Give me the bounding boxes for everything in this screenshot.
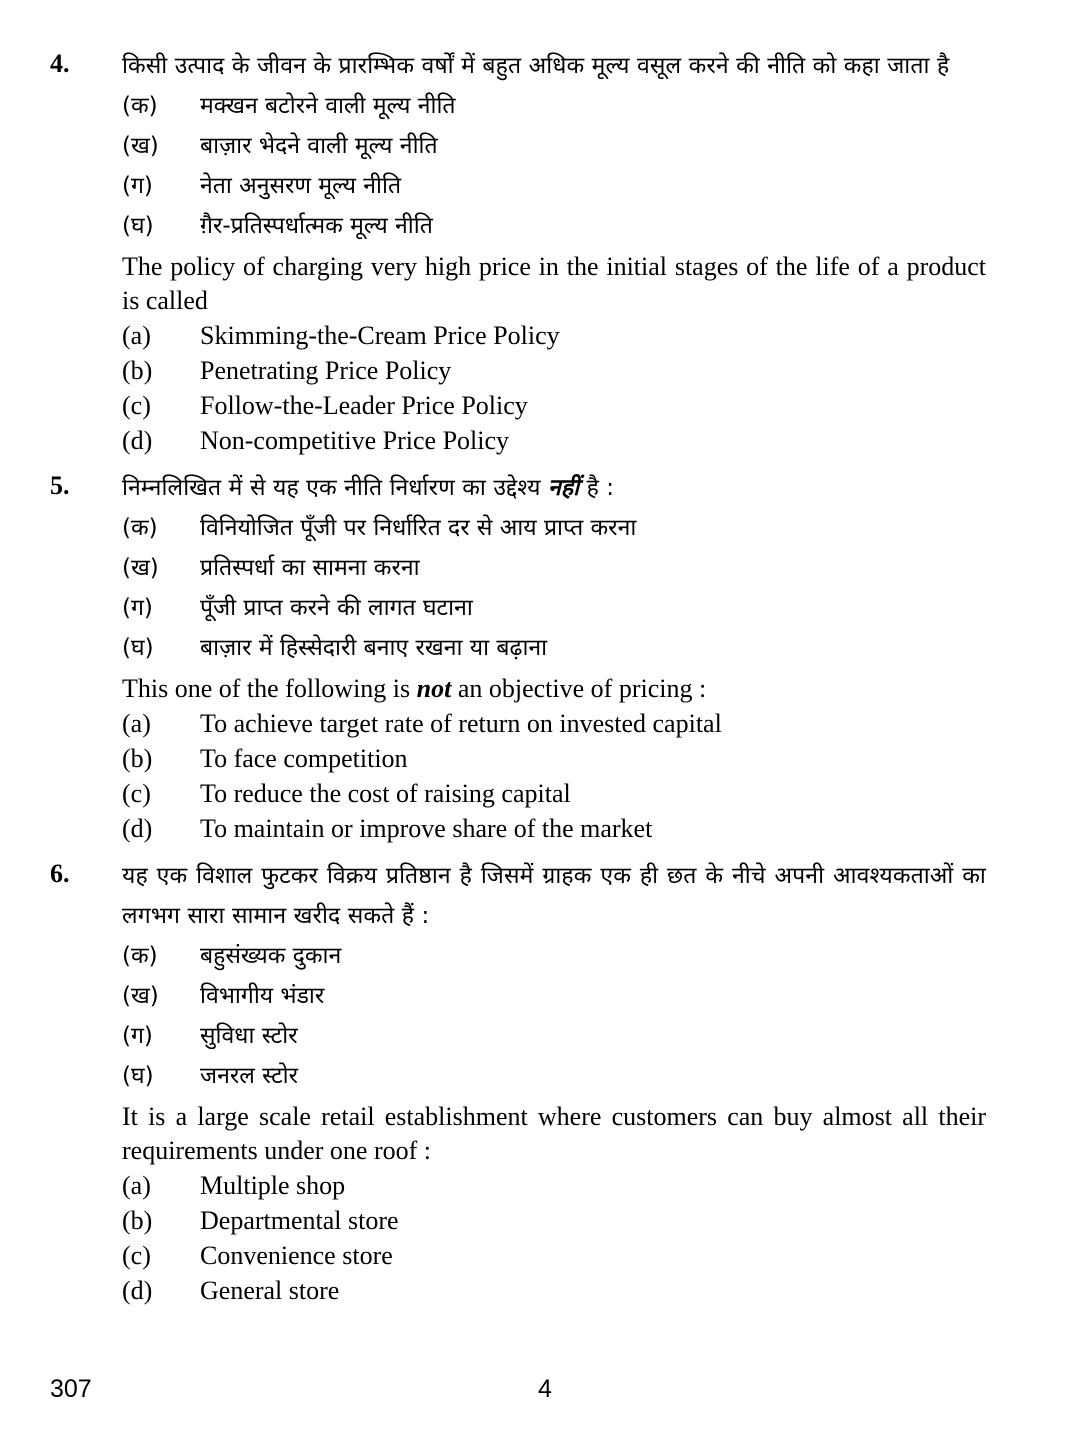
question-4-hindi-option-d[interactable] bbox=[122, 206, 986, 246]
option-text: Non-competitive Price Policy bbox=[200, 426, 510, 455]
option-label: (a) bbox=[122, 1171, 151, 1200]
option-label: (क) bbox=[122, 515, 158, 541]
option-text: विभागीय भंडार bbox=[200, 983, 325, 1009]
option-label: (a) bbox=[122, 709, 151, 738]
question-6-english-option-b[interactable] bbox=[122, 1203, 986, 1238]
question-5-number: 5. bbox=[50, 471, 70, 500]
option-text: Convenience store bbox=[200, 1241, 393, 1270]
option-label: (घ) bbox=[122, 213, 154, 239]
question-4 bbox=[50, 46, 986, 458]
option-label: (c) bbox=[122, 779, 151, 808]
question-5-hindi-option-b[interactable] bbox=[122, 548, 986, 588]
option-text: To achieve target rate of return on invested capital bbox=[200, 709, 722, 738]
option-text: Multiple shop bbox=[200, 1171, 346, 1200]
option-label: (ख) bbox=[122, 555, 159, 581]
question-5-hindi-option-c[interactable] bbox=[122, 588, 986, 628]
option-label: (a) bbox=[122, 321, 151, 350]
page-number: 4 bbox=[538, 1375, 552, 1403]
option-label: (c) bbox=[122, 391, 151, 420]
question-4-english-stem: The policy of charging very high price in the initial stages of the life of a product is called bbox=[122, 252, 986, 315]
option-text: सुविधा स्टोर bbox=[200, 1023, 298, 1049]
question-6-english-option-c[interactable] bbox=[122, 1238, 986, 1273]
option-text: बहुसंख्यक दुकान bbox=[200, 943, 342, 969]
option-label: (क) bbox=[122, 93, 158, 119]
question-list bbox=[50, 46, 986, 1308]
question-6-number: 6. bbox=[50, 859, 70, 888]
option-text: Skimming-the-Cream Price Policy bbox=[200, 321, 560, 350]
question-5-hindi-option-d[interactable] bbox=[122, 628, 986, 668]
option-text: बाज़ार में हिस्सेदारी बनाए रखना या बढ़ाना bbox=[200, 635, 548, 661]
question-5-english-option-c[interactable] bbox=[122, 776, 986, 811]
option-text: To face competition bbox=[200, 744, 408, 773]
stem-emphasis: नहीं bbox=[548, 475, 580, 501]
option-label: (ग) bbox=[122, 173, 153, 199]
option-label: (घ) bbox=[122, 635, 154, 661]
question-4-english-option-a[interactable] bbox=[122, 318, 986, 353]
question-6-english-stem: It is a large scale retail establishment where customers can buy almost all their requirements under one roof : bbox=[122, 1102, 986, 1165]
question-4-english-option-b[interactable] bbox=[122, 353, 986, 388]
option-text: प्रतिस्पर्धा का सामना करना bbox=[200, 555, 420, 581]
option-text: General store bbox=[200, 1276, 340, 1305]
option-text: मक्खन बटोरने वाली मूल्य नीति bbox=[200, 93, 456, 119]
option-text: पूँजी प्राप्त करने की लागत घटाना bbox=[200, 595, 473, 621]
question-6 bbox=[50, 856, 986, 1308]
question-5-english-option-a[interactable] bbox=[122, 706, 986, 741]
option-label: (घ) bbox=[122, 1063, 154, 1089]
option-label: (c) bbox=[122, 1241, 151, 1270]
question-4-body bbox=[122, 46, 986, 458]
question-4-number: 4. bbox=[50, 49, 70, 78]
stem-emphasis: not bbox=[416, 674, 452, 703]
option-label: (d) bbox=[122, 426, 153, 455]
question-6-hindi-stem: यह एक विशाल फुटकर विक्रय प्रतिष्ठान है जिसमें ग्राहक एक ही छत के नीचे अपनी आवश्यकताओं का लगभग सारा सामान खरीद सकते हैं : bbox=[122, 863, 986, 929]
question-6-hindi-option-a[interactable] bbox=[122, 936, 986, 976]
question-4-hindi-option-b[interactable] bbox=[122, 126, 986, 166]
question-6-english-option-a[interactable] bbox=[122, 1168, 986, 1203]
question-5-body bbox=[122, 468, 986, 846]
option-text: विनियोजित पूँजी पर निर्धारित दर से आय प्राप्त करना bbox=[200, 515, 637, 541]
question-5-hindi-stem bbox=[122, 468, 986, 508]
question-6-english-option-d[interactable] bbox=[122, 1273, 986, 1308]
option-text: ग़ैर-प्रतिस्पर्धात्मक मूल्य नीति bbox=[200, 213, 433, 239]
option-label: (b) bbox=[122, 744, 153, 773]
option-text: To maintain or improve share of the market bbox=[200, 814, 653, 843]
question-4-hindi-option-c[interactable] bbox=[122, 166, 986, 206]
question-6-hindi-option-d[interactable] bbox=[122, 1056, 986, 1096]
question-6-hindi-option-c[interactable] bbox=[122, 1016, 986, 1056]
page-footer bbox=[50, 1372, 1040, 1412]
option-text: नेता अनुसरण मूल्य नीति bbox=[200, 173, 402, 199]
stem-text-part1: निम्नलिखित में से यह एक नीति निर्धारण का उद्देश्य bbox=[122, 475, 549, 501]
question-4-english-option-d[interactable] bbox=[122, 423, 986, 458]
option-label: (ख) bbox=[122, 983, 159, 1009]
question-6-hindi-option-b[interactable] bbox=[122, 976, 986, 1016]
question-4-hindi-stem: किसी उत्पाद के जीवन के प्रारम्भिक वर्षों में बहुत अधिक मूल्य वसूल करने की नीति को कहा जाता है bbox=[122, 53, 950, 79]
option-label: (d) bbox=[122, 1276, 153, 1305]
question-6-body bbox=[122, 856, 986, 1308]
option-text: बाज़ार भेदने वाली मूल्य नीति bbox=[200, 133, 438, 159]
option-text: To reduce the cost of raising capital bbox=[200, 779, 571, 808]
option-text: Departmental store bbox=[200, 1206, 399, 1235]
stem-text-part2: an objective of pricing : bbox=[451, 674, 707, 703]
paper-code: 307 bbox=[50, 1375, 92, 1403]
option-label: (क) bbox=[122, 943, 158, 969]
option-text: Penetrating Price Policy bbox=[200, 356, 452, 385]
question-5-english-stem bbox=[122, 672, 986, 706]
option-label: (b) bbox=[122, 1206, 153, 1235]
question-5-hindi-option-a[interactable] bbox=[122, 508, 986, 548]
question-5-english-option-b[interactable] bbox=[122, 741, 986, 776]
option-label: (ग) bbox=[122, 595, 153, 621]
question-5-english-option-d[interactable] bbox=[122, 811, 986, 846]
option-text: Follow-the-Leader Price Policy bbox=[200, 391, 528, 420]
option-label: (ग) bbox=[122, 1023, 153, 1049]
option-label: (ख) bbox=[122, 133, 159, 159]
question-5 bbox=[50, 468, 986, 846]
stem-text-part1: This one of the following is bbox=[122, 674, 417, 703]
stem-text-part2: है : bbox=[579, 475, 615, 501]
question-4-english-option-c[interactable] bbox=[122, 388, 986, 423]
question-4-hindi-option-a[interactable] bbox=[122, 86, 986, 126]
option-label: (b) bbox=[122, 356, 153, 385]
option-text: जनरल स्टोर bbox=[200, 1063, 299, 1089]
option-label: (d) bbox=[122, 814, 153, 843]
